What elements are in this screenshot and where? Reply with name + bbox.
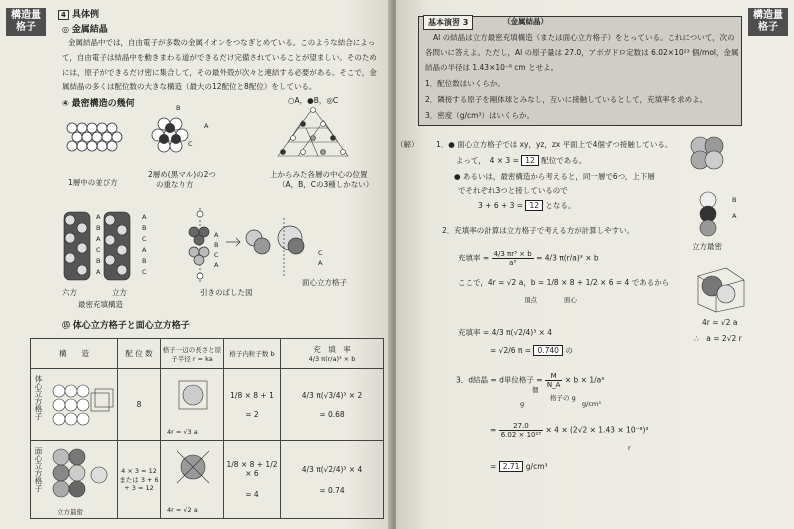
sol-1-alt-tail: となる。: [545, 201, 576, 210]
caption-top-view-2: （A，B，Cの3種しかない）: [278, 180, 374, 189]
right-stack-figure: [688, 134, 728, 244]
bcc-count-expr: 1/8 × 8 + 1: [230, 390, 274, 400]
sol-3-line: [456, 372, 604, 389]
fcc-k-cell: [161, 441, 224, 519]
fcc-fill-expr: 4/3 π(√2/4)³ × 4: [301, 464, 363, 474]
th-fill-rate-label: 充 填 率: [313, 345, 351, 354]
pulled-apart-figure: [184, 206, 314, 286]
th-coordination: 配 位 数: [118, 339, 161, 369]
hex-label-1: A: [96, 213, 101, 221]
side-tab-line2: 格子: [16, 22, 36, 33]
pull-label-b: B: [214, 241, 219, 249]
density-frac: [545, 372, 563, 389]
left-page: [0, 0, 392, 529]
bcc-k: 4r = √3 a: [167, 428, 198, 436]
caption-top-view-1: 上からみた各層の中心の位置: [270, 170, 368, 179]
right-tab-line1: 構造量: [753, 10, 783, 21]
para-line-3: には，原子ができるだけ密に集合して，その最外殻が次々と連結する必要がある。そこで，金: [62, 68, 377, 77]
sol-1-line-2: [456, 156, 586, 165]
exercise-line-2: 各問いに答えよ。ただし，Al の原子量は 27.0，アボガドロ定数は 6.02×10²³ 個/mol，金属: [425, 48, 739, 57]
density-label: 3．d結晶 = d単位格子 =: [456, 375, 543, 385]
fcc-cap: 立方最密: [57, 508, 83, 516]
th-particle-count: 格子内粒子数 b: [224, 339, 281, 369]
caption-close-packed: 最密充填構造: [78, 300, 123, 309]
caption-cubic: 立方: [112, 288, 127, 297]
sol-1-alt-3: [478, 201, 575, 210]
th-edge-length: 格子一辺の長さと原子半径 r = ka: [161, 339, 224, 369]
para-line-2: て，自由電子は結晶中を動きまわる道ができるだけ完備されていることが望ましい。そのため: [62, 53, 377, 62]
caption-single-layer: 1層中の並び方: [68, 178, 118, 187]
side-tab-line1: 構造量: [11, 10, 41, 21]
para-line-4: 属結晶の多くは配位数の大きな構造（最大の12配位と8配位）をしている。: [62, 82, 317, 91]
b-expr-face: 1/2 × 6 = 4: [585, 278, 630, 287]
calc-mid: × 4 ×: [545, 425, 568, 435]
here-expr: ここで，4r = √2 a，b =: [458, 278, 545, 287]
caption-hex: 六方: [62, 288, 77, 297]
label-gcm: g/cm³: [582, 400, 601, 408]
sub3-text: 体心立方格子と面心立方格子: [72, 321, 190, 331]
table-row: [31, 441, 384, 519]
density-den: N_A: [546, 381, 561, 389]
fcc-k: 4r = √2 a: [167, 506, 198, 514]
fill-eq-rhs: = 4/3 π(r/a)³ × b: [536, 253, 599, 263]
exercise-q3: 3．密度（g/cm³）はいくらか。: [425, 111, 534, 120]
structure-table: [30, 338, 384, 519]
sub1-text: 金属結晶: [71, 25, 108, 35]
fill-result-tail: の: [565, 346, 573, 355]
sol-1-alt-2: でそれぞれ3つと接しているので: [458, 186, 568, 195]
fcc-unit-cell-figure: [171, 445, 215, 489]
b-expr-vertex: 1/8 × 8: [546, 278, 575, 287]
bcc-count-cell: [224, 369, 281, 441]
label-lattice-g: 格子の g: [550, 394, 576, 402]
caption-pulled: 引きのばした図: [200, 288, 253, 297]
caption-two-layer-1: 2層め(黒マル)の2つ: [148, 170, 216, 179]
fcc-labels: [318, 248, 323, 268]
right-unit-cell-figure: [688, 262, 748, 312]
cubic-label-5: B: [142, 257, 147, 265]
top-view-lattice: [268, 106, 358, 162]
hex-layer-labels: [96, 212, 101, 278]
fcc-count: = 4: [245, 490, 259, 499]
bcc-unit-cell-figure: [171, 373, 215, 417]
bcc-coord: 8: [118, 369, 161, 441]
density-vol: × 1/a³: [580, 375, 605, 385]
hex-label-4: C: [96, 246, 101, 254]
row-label-bcc: 体心立方格子: [34, 375, 43, 420]
hex-label-3: A: [96, 235, 101, 243]
density-b: × b: [564, 375, 579, 385]
bcc-fill-expr: 4/3 π(√3/4)³ × 2: [301, 390, 363, 400]
sol-3-result: [490, 462, 548, 471]
right-side-tab: [748, 8, 788, 36]
hex-label-5: B: [96, 257, 101, 265]
answer-1b-box: 12: [525, 200, 543, 211]
right-page: [396, 0, 794, 529]
exercise-q2: 2．隣接する原子を剛体球とみなし，互いに接触しているとして，充填率を求めよ。: [425, 95, 708, 104]
label-a-right: A: [204, 122, 209, 130]
fcc-fill-cell: [281, 441, 384, 519]
exercise-line-3: 結晶の半径は 1.43×10⁻⁸ cm とせよ。: [425, 63, 559, 72]
bcc-count: = 2: [245, 409, 259, 419]
bcc-fill-cell: [281, 369, 384, 441]
fill-result-label: 充填率 =: [458, 328, 490, 337]
answer-3-box: 2.71: [499, 461, 524, 472]
fcc-fill: = 0.74: [319, 485, 345, 495]
pull-label-c: C: [214, 251, 219, 259]
left-side-tab: [6, 8, 46, 36]
right-tab-line2: 格子: [758, 22, 778, 33]
sol-1-tail: 配位である。: [541, 156, 587, 165]
here-tail: であるから: [631, 278, 670, 287]
caption-two-layer-2: の重なり方: [156, 180, 194, 189]
calc-num: 27.0: [499, 422, 543, 431]
result-eq: =: [490, 462, 497, 471]
th-fill-rate: [281, 339, 384, 369]
exercise-title-text: 基本演習 3: [428, 18, 469, 27]
fcc-structure-cell: [31, 441, 118, 519]
calc-den: 6.02 × 10²³: [500, 431, 542, 439]
sol-2-line-1: 2．充填率の計算は立方格子で考える方が計算しやすい。: [442, 226, 635, 235]
label-r: r: [628, 444, 631, 452]
cubic-layer-labels: [142, 212, 147, 278]
cube-label-b: B: [732, 196, 737, 204]
pull-label-a2: A: [214, 261, 219, 269]
caption-rel-1: 4r = √2 a: [702, 318, 738, 327]
label-face: 面心: [564, 296, 577, 304]
sol-1-alt-expr: 3 + 6 + 3 =: [478, 201, 524, 210]
answer-1-box: 12: [521, 155, 539, 166]
sol-2-result-2: [490, 346, 573, 355]
sub-heading-geometry: ④ 最密構造の幾何: [62, 99, 135, 109]
sub2-text: 最密構造の幾何: [71, 99, 135, 109]
bcc-structure-cell: [31, 369, 118, 441]
exercise-line-1: Al の結晶は立方最密充填構造（または面心立方格子）をとっている。これについて，次の: [433, 33, 735, 42]
cubic-label-1: A: [142, 213, 147, 221]
sol-2-result: [458, 328, 552, 337]
cubic-label-3: C: [142, 235, 147, 243]
cubic-label-4: A: [142, 246, 147, 254]
fill-result-expr: 4/3 π(√2/4)³ × 4: [491, 328, 553, 337]
sub-heading-metal: ◎ 金属結晶: [62, 25, 108, 35]
caption-right-cube: 立方最密: [692, 242, 722, 251]
fill-eq-frac: [492, 250, 534, 267]
answer-2-box: 0.740: [533, 345, 562, 356]
sol-1-expr: よって， 4 × 3 =: [456, 156, 519, 165]
sol-1-line-1: 1．● 面心立方格子では xy，yz，zx 平面上で4個ずつ接触している。: [436, 140, 673, 149]
abc-legend: ○A，●B，◎C: [288, 96, 339, 105]
calc-frac: [499, 422, 543, 439]
fill-eq-den: a³: [509, 259, 517, 267]
cube-label-a: A: [732, 212, 737, 220]
pull-label-a: A: [214, 231, 219, 239]
label-g: g: [520, 400, 525, 408]
two-layer-figure: [150, 110, 210, 160]
th-fill-formula: 4/3 π(r/a)³ × b: [308, 355, 356, 363]
exercise-topic: （金属結晶）: [503, 17, 548, 26]
density-num: M: [545, 372, 563, 381]
label-per: 個: [532, 386, 539, 394]
caption-rel-2: ∴ a = 2√2 r: [694, 334, 742, 343]
calc-eq: =: [490, 425, 497, 435]
label-vertex: 頂点: [524, 296, 537, 304]
fcc-figure: [49, 445, 113, 501]
fcc-label-c: C: [318, 249, 323, 257]
hex-label-2: B: [96, 224, 101, 232]
label-b-top: B: [176, 104, 181, 112]
fill-eq-label: 充填率 =: [458, 253, 490, 263]
para-line-1: 金属結晶中では，自由電子が多数の金属イオンをつなぎとめている。このような結合によっ: [68, 38, 376, 47]
single-layer-figure: [66, 120, 126, 160]
fill-eq-num: 4/3 πr³ × b: [493, 250, 532, 258]
sub-heading-bcc-fcc: ⑮ 体心立方格子と面心立方格子: [62, 321, 190, 331]
table-row: [31, 369, 384, 441]
exercise-q1: 1．配位数はいくらか。: [425, 79, 505, 88]
th-structure: 構 造: [31, 339, 118, 369]
bcc-figure: [49, 377, 113, 433]
fill-result-text: = √2/6 π =: [490, 346, 532, 355]
section-heading: 4 具体例: [58, 10, 99, 21]
sol-1-alt-1: ● あるいは，最密構造から考えると，同一層で6つ，上下層: [454, 172, 655, 181]
cubic-label-6: C: [142, 268, 147, 276]
bcc-k-cell: [161, 369, 224, 441]
exercise-title: [423, 15, 473, 30]
solution-label: （解）: [396, 140, 419, 149]
caption-fcc: 面心立方格子: [302, 278, 347, 287]
sol-2-fill-eq: [458, 250, 599, 267]
hex-label-6: A: [96, 268, 101, 276]
answer-3-unit: g/cm³: [525, 462, 548, 471]
heading-text: 具体例: [72, 10, 100, 20]
calc-vol: (2√2 × 1.43 × 10⁻⁸)³: [570, 425, 649, 435]
fcc-count-cell: [224, 441, 281, 519]
exercise-box: [418, 16, 742, 126]
fcc-count-expr: 1/8 × 8 + 1/2 × 6: [226, 460, 278, 478]
fcc-coord: 4 × 3 = 12 または 3 + 6 + 3 = 12: [118, 441, 161, 519]
label-c-right: C: [188, 140, 193, 148]
b-expr-plus: +: [576, 278, 584, 287]
fcc-label-a: A: [318, 259, 323, 267]
sol-3-calc: [490, 422, 649, 439]
sol-2-here: [458, 278, 669, 287]
bcc-fill: = 0.68: [319, 409, 345, 419]
cubic-label-2: B: [142, 224, 147, 232]
row-label-fcc: 面心立方格子: [34, 447, 43, 492]
pull-labels: [214, 230, 219, 270]
